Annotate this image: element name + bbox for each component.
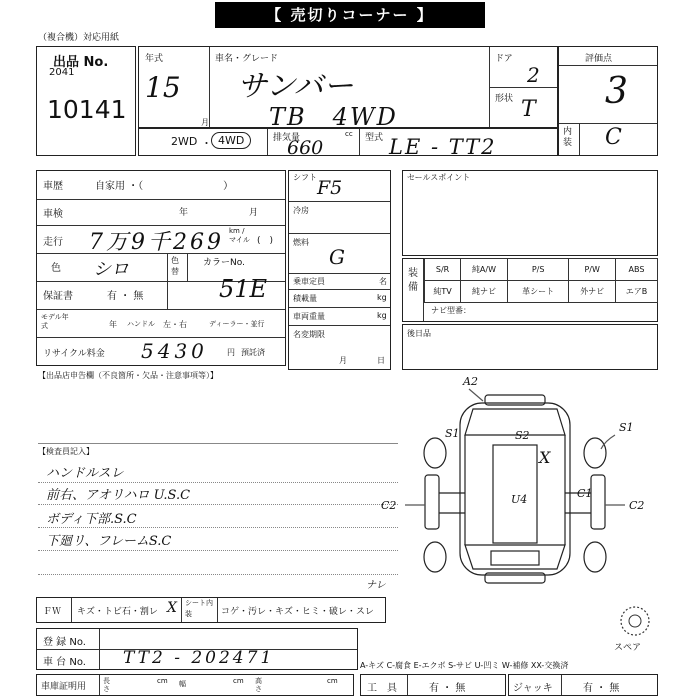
diagram-label: X — [539, 448, 551, 467]
load-label: 積載量 — [293, 294, 317, 303]
diagram-label: C2 — [629, 499, 645, 512]
fw-text: キズ・トビ石・割レ — [77, 607, 158, 617]
fw-mark: X — [167, 600, 177, 616]
warranty-label: 保証書 — [43, 291, 73, 302]
displacement-value: 660 — [287, 137, 324, 159]
paper-note: （複合機）対応用紙 — [38, 33, 120, 43]
name-change-day: 日 — [377, 356, 385, 365]
recycle-label: リサイクル料金 — [43, 349, 105, 359]
inspector-line: 前右、アオリハロ U.S.C — [46, 488, 191, 503]
year-label: 年式 — [145, 54, 164, 64]
model-label: 型式 — [365, 133, 384, 143]
name-change-label: 名変期限 — [293, 330, 325, 339]
note-box — [402, 324, 658, 370]
recycle-value: 5430 — [141, 339, 208, 363]
inspection-year: 年 — [179, 208, 189, 218]
vehicle-box — [138, 46, 558, 131]
grade: TB 4WD — [269, 103, 398, 131]
diagram-label: A2 — [463, 375, 478, 388]
capacity-label: 乗車定員 — [293, 277, 325, 286]
score-value: 3 — [605, 71, 628, 112]
garage-cert-box — [36, 674, 354, 696]
door-label: ドア — [495, 54, 513, 64]
mileage-paren: ( ) — [257, 236, 274, 246]
interior-label: 内装 — [563, 127, 573, 148]
fw-seat-box — [36, 597, 386, 623]
spare-tire-icon — [612, 598, 658, 644]
weight-unit: kg — [377, 311, 387, 320]
listing-number: 10141 — [47, 95, 127, 124]
shape-value: T — [521, 97, 536, 122]
inspection-label: 車検 — [43, 209, 63, 220]
history-label: 車歴 — [43, 181, 63, 192]
inspector-label: 【検査員記入】 — [38, 447, 94, 456]
registration-box — [36, 628, 358, 670]
legend: A-キズ C-腐食 E-エクボ S-サビ U-凹ミ W-補修 XX-交換済 — [360, 661, 569, 670]
listing-sub: 2041 — [49, 67, 75, 78]
chassis-value: TT2 - 202471 — [123, 648, 275, 668]
page-title: 【 売切りコーナー 】 — [215, 2, 485, 28]
color-no-label: カラーNo. — [203, 258, 245, 268]
door-value: 2 — [527, 63, 540, 87]
score-box — [558, 46, 658, 156]
spare-label: スペア — [614, 643, 642, 653]
mileage-unit: km / マイル — [229, 227, 250, 244]
recycle-deposit: 預託済 — [241, 348, 265, 357]
tools-box — [360, 674, 506, 696]
diagram-label: U4 — [511, 493, 528, 506]
jack-label: ジャッキ — [513, 683, 553, 694]
equip-cell: 革シート — [507, 281, 569, 303]
warranty-options: 有 ・ 無 — [107, 291, 144, 302]
seat-mark: ナレ — [366, 580, 386, 591]
equipment-box — [402, 258, 658, 322]
cert-length: 長さ — [103, 677, 110, 693]
note-label: 後日品 — [407, 329, 431, 338]
sales-point-label: セールスポイント — [407, 173, 471, 182]
equipment-table — [424, 258, 658, 303]
car-diagram — [381, 375, 665, 595]
fuel-label: 燃料 — [293, 238, 309, 247]
name-grade-label: 車名・グレード — [215, 54, 279, 64]
equip-cell: 外ナビ — [569, 281, 616, 303]
fuel-value: G — [329, 245, 345, 269]
seat-label: シート内装 — [185, 599, 213, 618]
shift-label: シフト — [293, 173, 317, 182]
equip-cell: エアB — [616, 281, 658, 303]
drive-box — [138, 128, 558, 159]
middle-box — [288, 170, 391, 370]
color-change-label: 色替 — [171, 256, 179, 276]
diagram-label: S2 — [515, 429, 530, 442]
equip-cell: P/W — [569, 259, 616, 281]
name-change-month: 月 — [339, 356, 347, 365]
model-year-label: モデル年式 — [41, 313, 69, 330]
fw-label: ＦＷ — [43, 607, 62, 617]
equip-cell: P/S — [507, 259, 569, 281]
diagram-label: C1 — [577, 487, 593, 500]
year-value: 15 — [145, 71, 181, 104]
shift-value: F5 — [317, 177, 343, 199]
seller-notice-label: 【出品店申告欄（不良箇所・欠品・注意事項等）】 — [38, 371, 218, 380]
equip-cell: 純TV — [425, 281, 461, 303]
sales-point-box — [402, 170, 658, 256]
color-label: 色 — [51, 263, 61, 274]
drive-4wd: 4WD — [211, 132, 251, 149]
equip-cell: 純A/W — [461, 259, 508, 281]
inspector-line: 下廻リ、フレームS.C — [46, 534, 172, 549]
drive-2wd: 2WD — [171, 135, 198, 148]
handle-options: 左・右 — [163, 320, 187, 329]
model-value: LE - TT2 — [389, 135, 497, 159]
displacement-label: 排気量 — [273, 133, 301, 143]
dealer-label: ディーラー・並行 — [209, 320, 265, 328]
color-no-value: 51E — [219, 275, 268, 303]
history-text: 自家用 ・（ ） — [95, 181, 234, 192]
listing-label: 出品 No. — [53, 55, 109, 70]
registration-label: 登 録 No. — [43, 637, 86, 648]
tools-label: 工 具 — [367, 683, 397, 694]
cert-label: 車庫証明用 — [41, 682, 87, 692]
jack-options: 有 ・ 無 — [583, 683, 620, 694]
handle-label: ハンドル — [127, 320, 155, 328]
load-unit: kg — [377, 293, 387, 302]
inspection-month: 月 — [249, 208, 259, 218]
navi-label: ナビ型番： — [431, 306, 471, 315]
cm-unit: cm — [233, 677, 244, 685]
displacement-unit: cc — [345, 130, 353, 138]
inspector-line: ハンドルスレ — [46, 466, 124, 481]
mileage-label: 走行 — [43, 237, 63, 248]
equip-label: 装備 — [408, 268, 418, 293]
jack-box — [508, 674, 658, 696]
listing-box — [36, 46, 136, 156]
diagram-label: S1 — [619, 421, 634, 434]
tools-options: 有 ・ 無 — [429, 683, 466, 694]
model-year-unit: 年 — [109, 320, 117, 329]
inspector-line: ボディ下部.S.C — [46, 512, 137, 527]
diagram-label: C2 — [381, 499, 397, 512]
equip-cell: 純ナビ — [461, 281, 508, 303]
color-value: シロ — [93, 259, 129, 280]
equip-cell: S/R — [425, 259, 461, 281]
month-unit: 月 — [201, 118, 209, 127]
recycle-unit: 円 — [227, 348, 235, 357]
weight-label: 車両重量 — [293, 312, 325, 321]
seat-text: コゲ・汚レ・キズ・ヒミ・破レ・スレ — [221, 607, 374, 617]
cm-unit: cm — [327, 677, 338, 685]
ac-label: 冷房 — [293, 206, 309, 215]
drive-dot: ・ — [201, 137, 212, 150]
cm-unit: cm — [157, 677, 168, 685]
shape-label: 形状 — [495, 94, 514, 104]
car-name: サンバー — [237, 69, 354, 104]
equip-cell: ABS — [616, 259, 658, 281]
diagram-label: S1 — [445, 427, 460, 440]
details-box — [36, 170, 286, 366]
chassis-label: 車 台 No. — [43, 657, 86, 668]
score-label: 評価点 — [585, 54, 613, 64]
mileage-value: 7万9千269 — [89, 230, 224, 255]
interior-value: C — [605, 125, 622, 150]
cert-width: 幅 — [179, 680, 186, 688]
cert-height: 高さ — [255, 677, 262, 693]
capacity-unit: 名 — [379, 277, 387, 286]
